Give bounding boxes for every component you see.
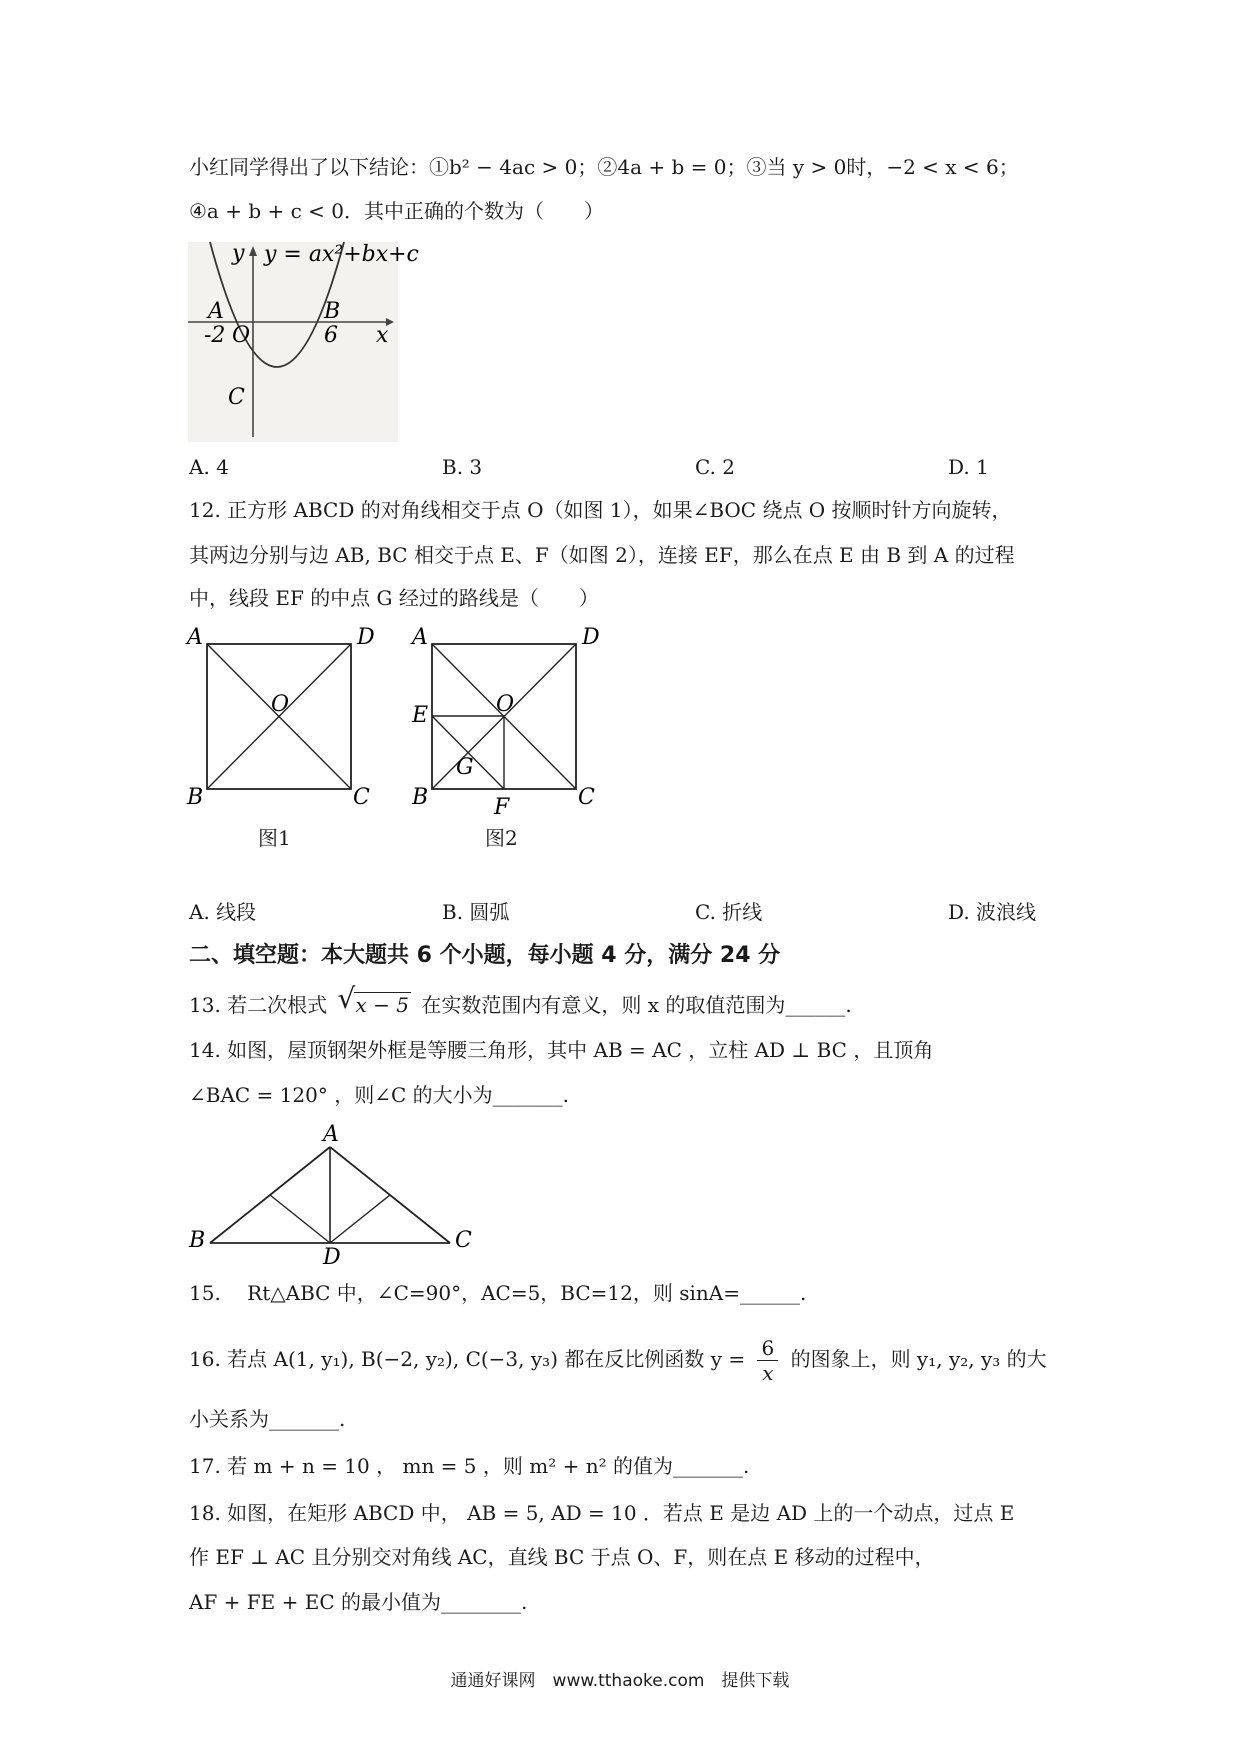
fig1-c-label: C xyxy=(353,785,370,810)
truss-a-label: A xyxy=(323,1122,339,1147)
q16-line1 xyxy=(189,1336,1047,1385)
fig2-g-label: G xyxy=(456,755,474,780)
q12-option-b: B. 圆弧 xyxy=(442,900,510,924)
q12-line1: 12. 正方形 ABCD 的对角线相交于点 O（如图 1），如果∠BOC 绕点 O 按顺时针方向旋转， xyxy=(189,498,1012,522)
q13-line xyxy=(189,982,852,1020)
fig2-a-label: A xyxy=(412,625,428,650)
q16-line2: 小关系为_______. xyxy=(189,1407,346,1431)
q12-line3: 中，线段 EF 的中点 G 经过的路线是（ ） xyxy=(189,586,599,610)
q11-line2: ④a + b + c < 0．其中正确的个数为（ ） xyxy=(189,199,604,223)
q12-option-d: D. 波浪线 xyxy=(948,900,1037,924)
q13-radical xyxy=(337,982,411,1020)
fig2-c-label: C xyxy=(578,785,595,810)
q12-option-c: C. 折线 xyxy=(695,900,763,924)
q13-suffix: 在实数范围内有意义，则 x 的取值范围为______. xyxy=(421,993,852,1017)
q14-line1: 14. 如图，屋顶钢架外框是等腰三角形，其中 AB = AC ，立柱 AD ⊥ BC ，且顶角 xyxy=(189,1038,934,1062)
q16-suffix: 的图象上，则 y₁, y₂, y₃ 的大 xyxy=(790,1347,1047,1371)
q16-denominator: x xyxy=(762,1361,774,1385)
q13-radicand: x − 5 xyxy=(355,993,410,1017)
q14-line2: ∠BAC = 120° ，则∠C 的大小为_______. xyxy=(189,1083,569,1107)
q17-line: 17. 若 m + n = 10 ， mn = 5 ，则 m² + n² 的值为_______. xyxy=(189,1454,750,1478)
q11-option-d: D. 1 xyxy=(948,455,989,479)
q18-line1: 18. 如图，在矩形 ABCD 中， AB = 5, AD = 10 ．若点 E 是边 AD 上的一个动点，过点 E xyxy=(189,1501,1015,1525)
fig1-o-label: O xyxy=(271,692,290,717)
q12-line2: 其两边分别与边 AB, BC 相交于点 E、F（如图 2），连接 EF，那么在点 E 由 B 到 A 的过程 xyxy=(189,543,1015,567)
q15-line: 15. Rt△ABC 中，∠C=90°，AC=5，BC=12，则 sinA=______. xyxy=(189,1281,807,1305)
fig2-e-label: E xyxy=(412,703,429,728)
x-label: x xyxy=(376,323,389,348)
q16-fraction xyxy=(757,1336,778,1385)
q11-option-a: A. 4 xyxy=(189,455,229,479)
point-a-label: A xyxy=(208,299,224,324)
q12-option-a: A. 线段 xyxy=(189,900,257,924)
fig2-f-label: F xyxy=(494,795,510,820)
fig1-b-label: B xyxy=(187,785,204,810)
q12-figure-1 xyxy=(185,622,385,812)
point-c-label: C xyxy=(228,385,245,410)
section-2-heading: 二、填空题：本大题共 6 个小题，每小题 4 分，满分 24 分 xyxy=(189,943,781,968)
truss-b-label: B xyxy=(189,1228,206,1253)
strut-left xyxy=(270,1195,330,1243)
fig2-d-label: D xyxy=(582,625,600,650)
q11-option-b: B. 3 xyxy=(442,455,483,479)
point-b-label: B xyxy=(324,299,341,324)
q11-parabola-graph xyxy=(188,241,419,442)
truss-d-label: D xyxy=(323,1245,341,1270)
origin-label: O xyxy=(232,323,251,348)
q12-figure-2 xyxy=(410,622,610,822)
q16-prefix: 16. 若点 A(1, y₁), B(−2, y₂), C(−3, y₃) 都在反比例函数 y = xyxy=(189,1347,746,1371)
q11-line1: 小红同学得出了以下结论：①b² − 4ac > 0；②4a + b = 0；③当 y > 0时，−2 < x < 6； xyxy=(189,155,1019,179)
equation-label: y = ax²+bx+c xyxy=(264,242,419,267)
q16-numerator: 6 xyxy=(757,1336,778,1361)
y-label: y xyxy=(232,241,245,266)
q18-line2: 作 EF ⊥ AC 且分别交对角线 AC，直线 BC 于点 O、F，则在点 E 移动的过程中， xyxy=(189,1545,935,1569)
fig2-b-label: B xyxy=(412,785,429,810)
truss-c-label: C xyxy=(455,1228,472,1253)
minus2-label: -2 xyxy=(204,323,226,348)
strut-right xyxy=(330,1195,390,1243)
fig2-o-label: O xyxy=(496,692,515,717)
fig1-d-label: D xyxy=(357,625,375,650)
q14-roof-truss-figure xyxy=(185,1122,475,1270)
q18-line3: AF + FE + EC 的最小值为________. xyxy=(189,1590,528,1614)
fig1-a-label: A xyxy=(187,625,203,650)
q13-prefix: 13. 若二次根式 xyxy=(189,993,328,1017)
q11-option-c: C. 2 xyxy=(695,455,736,479)
page-footer: 通通好课网 www.tthaoke.com 提供下载 xyxy=(450,1671,790,1691)
six-label: 6 xyxy=(324,323,338,348)
radical-sign: √ xyxy=(337,982,356,1015)
fig2-caption: 图2 xyxy=(485,826,518,850)
fig1-caption: 图1 xyxy=(258,826,291,850)
